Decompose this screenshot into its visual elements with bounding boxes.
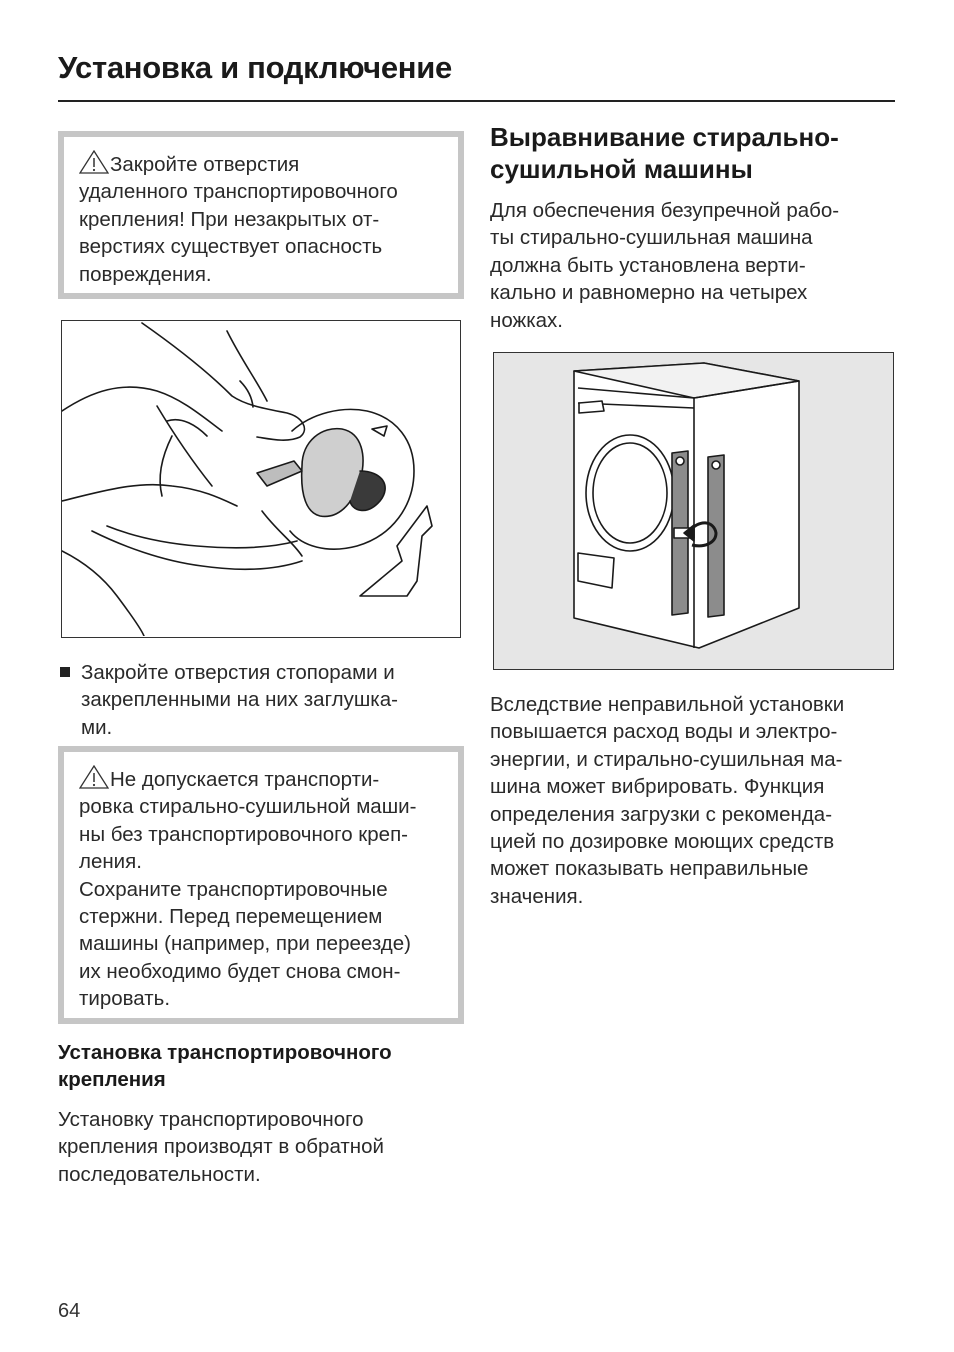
warning-text-2 bbox=[79, 765, 459, 1013]
bullet-text: Закройте отверстия стопорами и закрепленными на них заглушка- ми. bbox=[81, 661, 398, 739]
figure-washing-machine bbox=[493, 352, 894, 670]
subsection-text: Установку транспортировочного крепления производят в обратной последовательности. bbox=[58, 1108, 384, 1186]
page-title: Установка и подключение bbox=[58, 50, 452, 85]
warning-triangle-icon bbox=[79, 765, 109, 789]
warning-1-rest: удаленного транспортировочного крепления! При незакрытых от- верстиях существует опасность повреждения. bbox=[79, 180, 398, 286]
warning-text-1 bbox=[79, 150, 454, 288]
warning-2-rest: ровка стирально-сушильной маши- ны без транспортировочного креп- ления. Сохраните транспортировочные стержни. Перед перемещением машины (например, при переезде) их необходимо будет снова смон- тировать. bbox=[79, 795, 417, 1011]
page-number: 64 bbox=[58, 1300, 81, 1322]
warning-triangle-icon bbox=[79, 150, 109, 174]
subsection-heading: Установка транспортировочного крепления bbox=[58, 1041, 392, 1092]
washing-machine-level-icon bbox=[494, 353, 892, 668]
title-divider bbox=[58, 100, 895, 102]
section-intro-text: Для обеспечения безупречной рабо- ты стирально-сушильная машина должна быть установлена верти- кально и равномерно на четырех ножках. bbox=[490, 199, 840, 332]
bullet-marker bbox=[60, 667, 70, 677]
figure-hand-plug bbox=[61, 320, 461, 638]
section-heading: Выравнивание стирально- сушильной машины bbox=[490, 122, 839, 184]
section-body-text: Вследствие неправильной установки повышается расход воды и электро- энергии, и стирально-сушильная ма- шина может вибрировать. Функция определения загрузки с рекоменда- цией по дозировке моющих средств может показывать неправильные значения. bbox=[490, 693, 845, 908]
warning-2-first-line: Не допускается транспорти- bbox=[110, 768, 380, 791]
hand-closing-hole-icon bbox=[62, 321, 459, 636]
warning-1-first-line: Закройте отверстия bbox=[110, 153, 300, 176]
